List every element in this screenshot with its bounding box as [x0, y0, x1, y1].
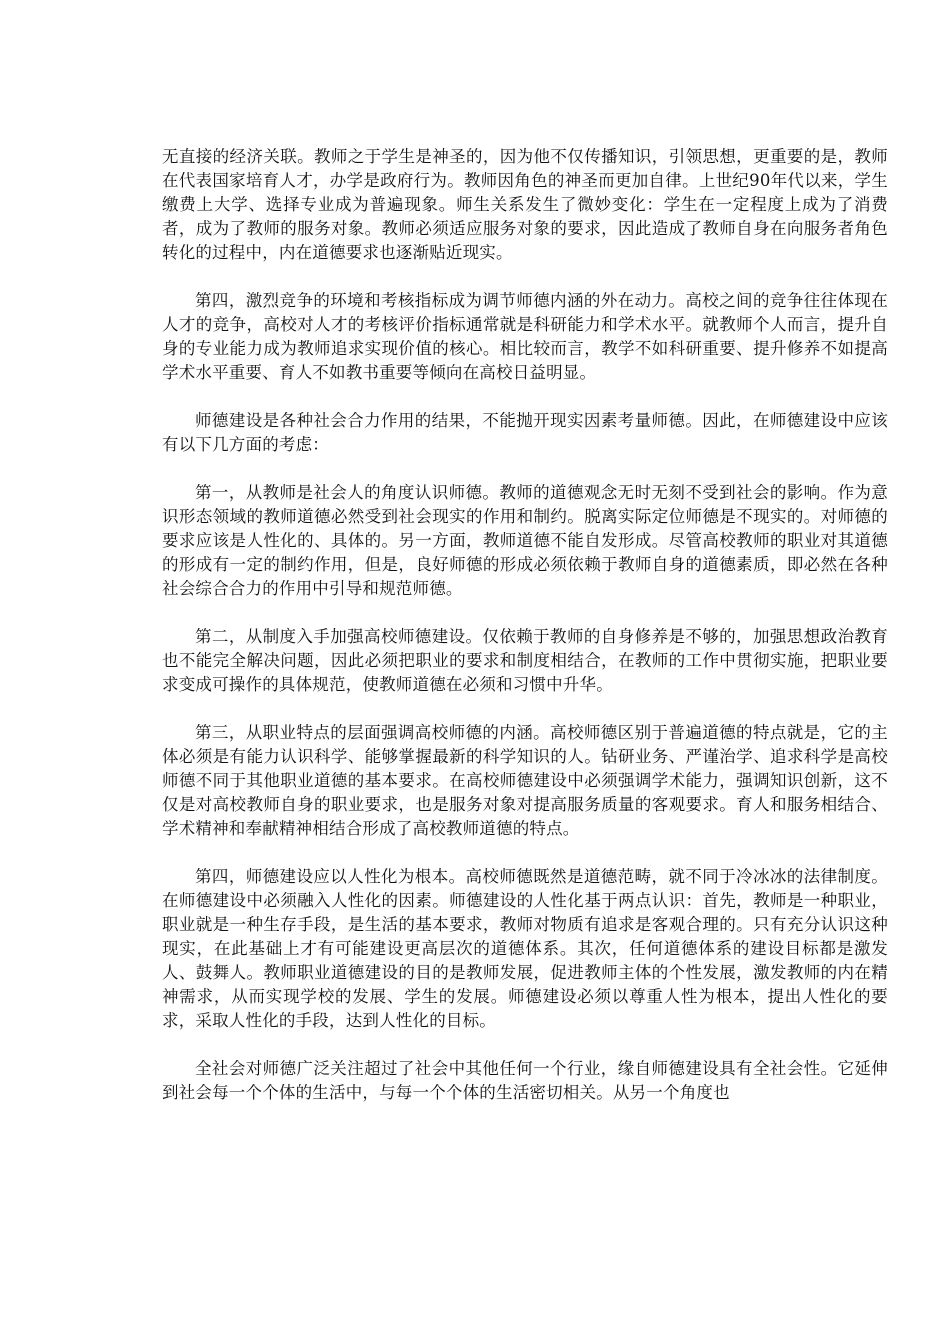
paragraph: 第四，师德建设应以人性化为根本。高校师德既然是道德范畴，就不同于冷冰冰的法律制度。在师德建设中必须融入人性化的因素。师德建设的人性化基于两点认识：首先，教师是一种职业，职业就是一种生存手段，是生活的基本要求，教师对物质有追求是客观合理的。只有充分认识这种现实，在此基础上才有可能建设更高层次的道德体系。其次，任何道德体系的建设目标都是激发人、鼓舞人。教师职业道德建设的目的是教师发展，促进教师主体的个性发展，激发教师的内在精神需求，从而实现学校的发展、学生的发展。师德建设必须以尊重人性为根本，提出人性化的要求，采取人性化的手段，达到人性化的目标。 — [162, 867, 888, 1030]
paragraph: 全社会对师德广泛关注超过了社会中其他任何一个行业，缘自师德建设具有全社会性。它延伸到社会每一个个体的生活中，与每一个个体的生活密切相关。从另一个角度也 — [162, 1059, 888, 1102]
paragraph: 第四，激烈竞争的环境和考核指标成为调节师德内涵的外在动力。高校之间的竞争往往体现在人才的竞争，高校对人才的考核评价指标通常就是科研能力和学术水平。就教师个人而言，提升自身的专业能力成为教师追求实现价值的核心。相比较而言，教学不如科研重要、提升修养不如提高学术水平重要、育人不如教书重要等倾向在高校日益明显。 — [162, 291, 888, 382]
paragraph: 第一，从教师是社会人的角度认识师德。教师的道德观念无时无刻不受到社会的影响。作为意识形态领域的教师道德必然受到社会现实的作用和制约。脱离实际定位师德是不现实的。对师德的要求应该是人性化的、具体的。另一方面，教师道德不能自发形成。尽管高校教师的职业对其道德的形成有一定的制约作用，但是，良好师德的形成必须依赖于教师自身的道德素质，即必然在各种社会综合合力的作用中引导和规范师德。 — [162, 483, 888, 598]
paragraph: 无直接的经济关联。教师之于学生是神圣的，因为他不仅传播知识，引领思想，更重要的是，教师在代表国家培育人才，办学是政府行为。教师因角色的神圣而更加自律。上世纪90年代以来，学生缴费上大学、选择专业成为普遍现象。师生关系发生了微妙变化：学生在一定程度上成为了消费者，成为了教师的服务对象。教师必须适应服务对象的要求，因此造成了教师自身在向服务者角色转化的过程中，内在道德要求也逐渐贴近现实。 — [162, 147, 888, 262]
document-body — [162, 145, 888, 1129]
paragraph: 第三，从职业特点的层面强调高校师德的内涵。高校师德区别于普遍道德的特点就是，它的主体必须是有能力认识科学、能够掌握最新的科学知识的人。钻研业务、严谨治学、追求科学是高校师德不同于其他职业道德的基本要求。在高校师德建设中必须强调学术能力，强调知识创新，这不仅是对高校教师自身的职业要求，也是服务对象对提高服务质量的客观要求。育人和服务相结合、学术精神和奉献精神相结合形成了高校教师道德的特点。 — [162, 723, 888, 838]
paragraph: 第二，从制度入手加强高校师德建设。仅依赖于教师的自身修养是不够的，加强思想政治教育也不能完全解决问题，因此必须把职业的要求和制度相结合，在教师的工作中贯彻实施，把职业要求变成可操作的具体规范，使教师道德在必须和习惯中升华。 — [162, 627, 888, 694]
paragraph: 师德建设是各种社会合力作用的结果，不能抛开现实因素考量师德。因此，在师德建设中应该有以下几方面的考虑： — [162, 411, 888, 454]
